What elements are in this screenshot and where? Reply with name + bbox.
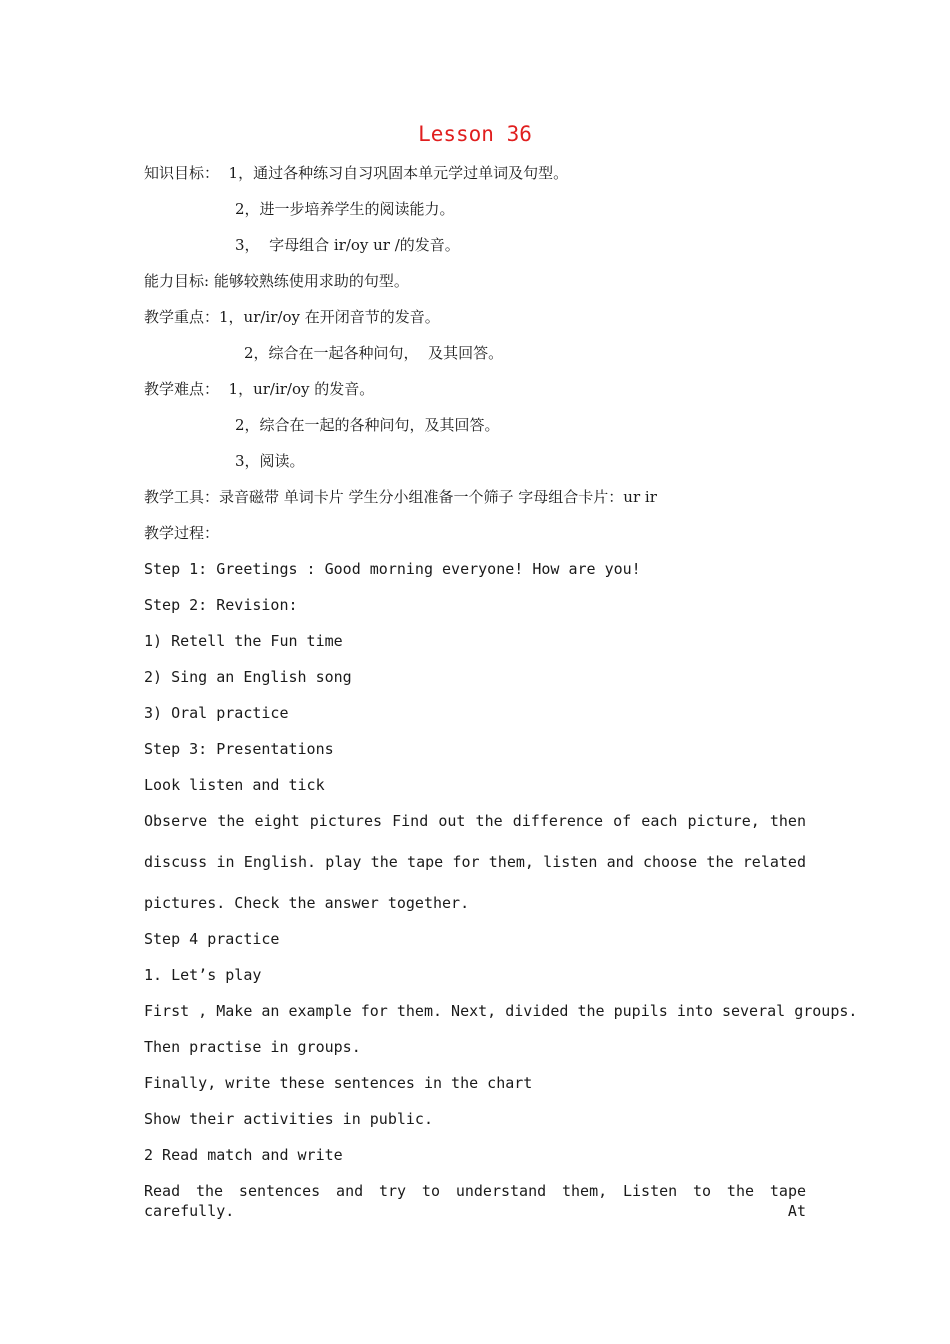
- look-listen-tick-line: Look listen and tick: [144, 776, 325, 794]
- document-title: Lesson 36: [418, 122, 532, 146]
- practice-line-2: Then practise in groups.: [144, 1038, 361, 1056]
- presentation-paragraph-line-3: pictures. Check the answer together.: [144, 894, 470, 912]
- key-point-line-2: 2，综合在一起各种问句， 及其回答。: [244, 344, 504, 362]
- step-4-heading: Step 4 practice: [144, 930, 280, 948]
- lets-play-heading: 1. Let’s play: [144, 966, 262, 984]
- teaching-process-heading: 教学过程：: [144, 524, 220, 542]
- teaching-tools-line: 教学工具：录音磁带 单词卡片 学生分小组准备一个筛子 字母组合卡片：ur ir: [144, 488, 657, 506]
- presentation-paragraph-line-1: Observe the eight pictures Find out the difference of each picture, then: [144, 812, 806, 830]
- ability-objective-line: 能力目标: 能够较熟练使用求助的句型。: [144, 272, 409, 290]
- step-3-heading: Step 3: Presentations: [144, 740, 334, 758]
- difficulty-line-1: 教学难点： 1，ur/ir/oy 的发音。: [144, 380, 375, 398]
- read-match-write-heading: 2 Read match and write: [144, 1146, 343, 1164]
- revision-item-3: 3) Oral practice: [144, 704, 289, 722]
- presentation-paragraph-line-2: discuss in English. play the tape for them, listen and choose the related: [144, 853, 806, 871]
- practice-line-1: First , Make an example for them. Next, divided the pupils into several groups.: [144, 1002, 858, 1020]
- difficulty-line-3: 3，阅读。: [235, 452, 305, 470]
- practice-line-4: Show their activities in public.: [144, 1110, 433, 1128]
- practice-line-3: Finally, write these sentences in the chart: [144, 1074, 533, 1092]
- revision-item-2: 2) Sing an English song: [144, 668, 352, 686]
- revision-item-1: 1) Retell the Fun time: [144, 632, 343, 650]
- objective-line-1: 知识目标： 1，通过各种练习自习巩固本单元学过单词及句型。: [144, 164, 569, 182]
- key-point-line-1: 教学重点：1，ur/ir/oy 在开闭音节的发音。: [144, 308, 440, 326]
- step-2-heading: Step 2: Revision:: [144, 596, 298, 614]
- objective-line-3: 3， 字母组合 ir/oy ur /的发音。: [235, 236, 460, 254]
- read-match-write-line-1: Read the sentences and try to understand them, Listen to the tape carefully. At: [144, 1182, 806, 1220]
- objective-line-2: 2，进一步培养学生的阅读能力。: [235, 200, 455, 218]
- difficulty-line-2: 2，综合在一起的各种问句，及其回答。: [235, 416, 500, 434]
- step-1-line: Step 1: Greetings : Good morning everyone! How are you!: [144, 560, 641, 578]
